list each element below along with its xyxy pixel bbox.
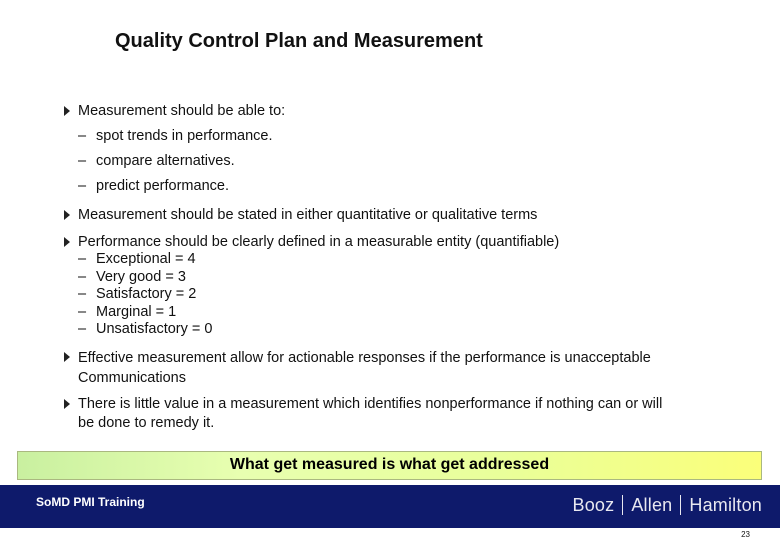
bullet-text-line: Communications (78, 369, 186, 386)
triangle-bullet-icon (64, 237, 70, 247)
brand-word: Allen (631, 495, 673, 515)
sub-item (64, 251, 744, 269)
triangle-bullet-icon (64, 210, 70, 220)
dash-marker: – (78, 268, 87, 285)
bullet-item (64, 206, 744, 224)
bullet-text: Measurement should be able to: (78, 103, 286, 119)
page-number: 23 (741, 530, 750, 539)
sub-item (64, 321, 744, 339)
sub-item (64, 149, 744, 174)
sub-item-text: compare alternatives. (96, 153, 235, 169)
bullet-text-line: There is little value in a measurement which identifies nonperformance if nothing can or will (78, 395, 663, 412)
sub-item (64, 286, 744, 304)
dash-marker: – (78, 321, 87, 337)
sub-item (64, 124, 744, 149)
bullet-text-line: be done to remedy it. (78, 414, 215, 431)
footer-label: SoMD PMI Training (36, 495, 145, 509)
sub-item (64, 269, 744, 287)
dash-marker: – (78, 178, 87, 194)
brand-divider (680, 495, 681, 515)
slide-title: Quality Control Plan and Measurement (115, 30, 483, 52)
sub-item (64, 174, 744, 199)
sub-item (64, 304, 744, 322)
sub-item-text: spot trends in performance. (96, 128, 273, 144)
sub-item-text: Exceptional = 4 (96, 251, 196, 267)
dash-marker: – (78, 128, 87, 144)
sub-item-text: Very good = 3 (96, 268, 186, 285)
brand-logo (573, 495, 762, 516)
key-message-text: What get measured is what get addressed (229, 456, 550, 473)
dash-marker: – (78, 303, 87, 320)
dash-marker: – (78, 153, 87, 169)
bullet-item (64, 102, 744, 120)
bullet-list (64, 102, 744, 433)
bullet-item (64, 233, 744, 251)
sub-item-text: Satisfactory = 2 (96, 286, 197, 302)
bullet-text-line: Effective measurement allow for actionable responses if the performance is unacceptable (78, 349, 651, 366)
dash-marker: – (78, 286, 87, 302)
sub-item-text: Unsatisfactory = 0 (96, 321, 213, 337)
footer-bar (0, 485, 780, 528)
key-message-banner (17, 451, 762, 480)
brand-divider (622, 495, 623, 515)
bullet-text: Measurement should be stated in either quantitative or qualitative terms (78, 207, 538, 223)
triangle-bullet-icon (64, 352, 70, 362)
sub-item-text: predict performance. (96, 178, 229, 194)
bullet-item (64, 348, 744, 388)
sub-item-text: Marginal = 1 (96, 303, 177, 320)
brand-word: Booz (572, 495, 615, 515)
bullet-text: Performance should be clearly defined in a measurable entity (quantifiable) (78, 234, 560, 250)
brand-word: Hamilton (689, 495, 762, 515)
triangle-bullet-icon (64, 106, 70, 116)
triangle-bullet-icon (64, 399, 70, 409)
dash-marker: – (78, 251, 87, 267)
bullet-item (64, 395, 744, 433)
